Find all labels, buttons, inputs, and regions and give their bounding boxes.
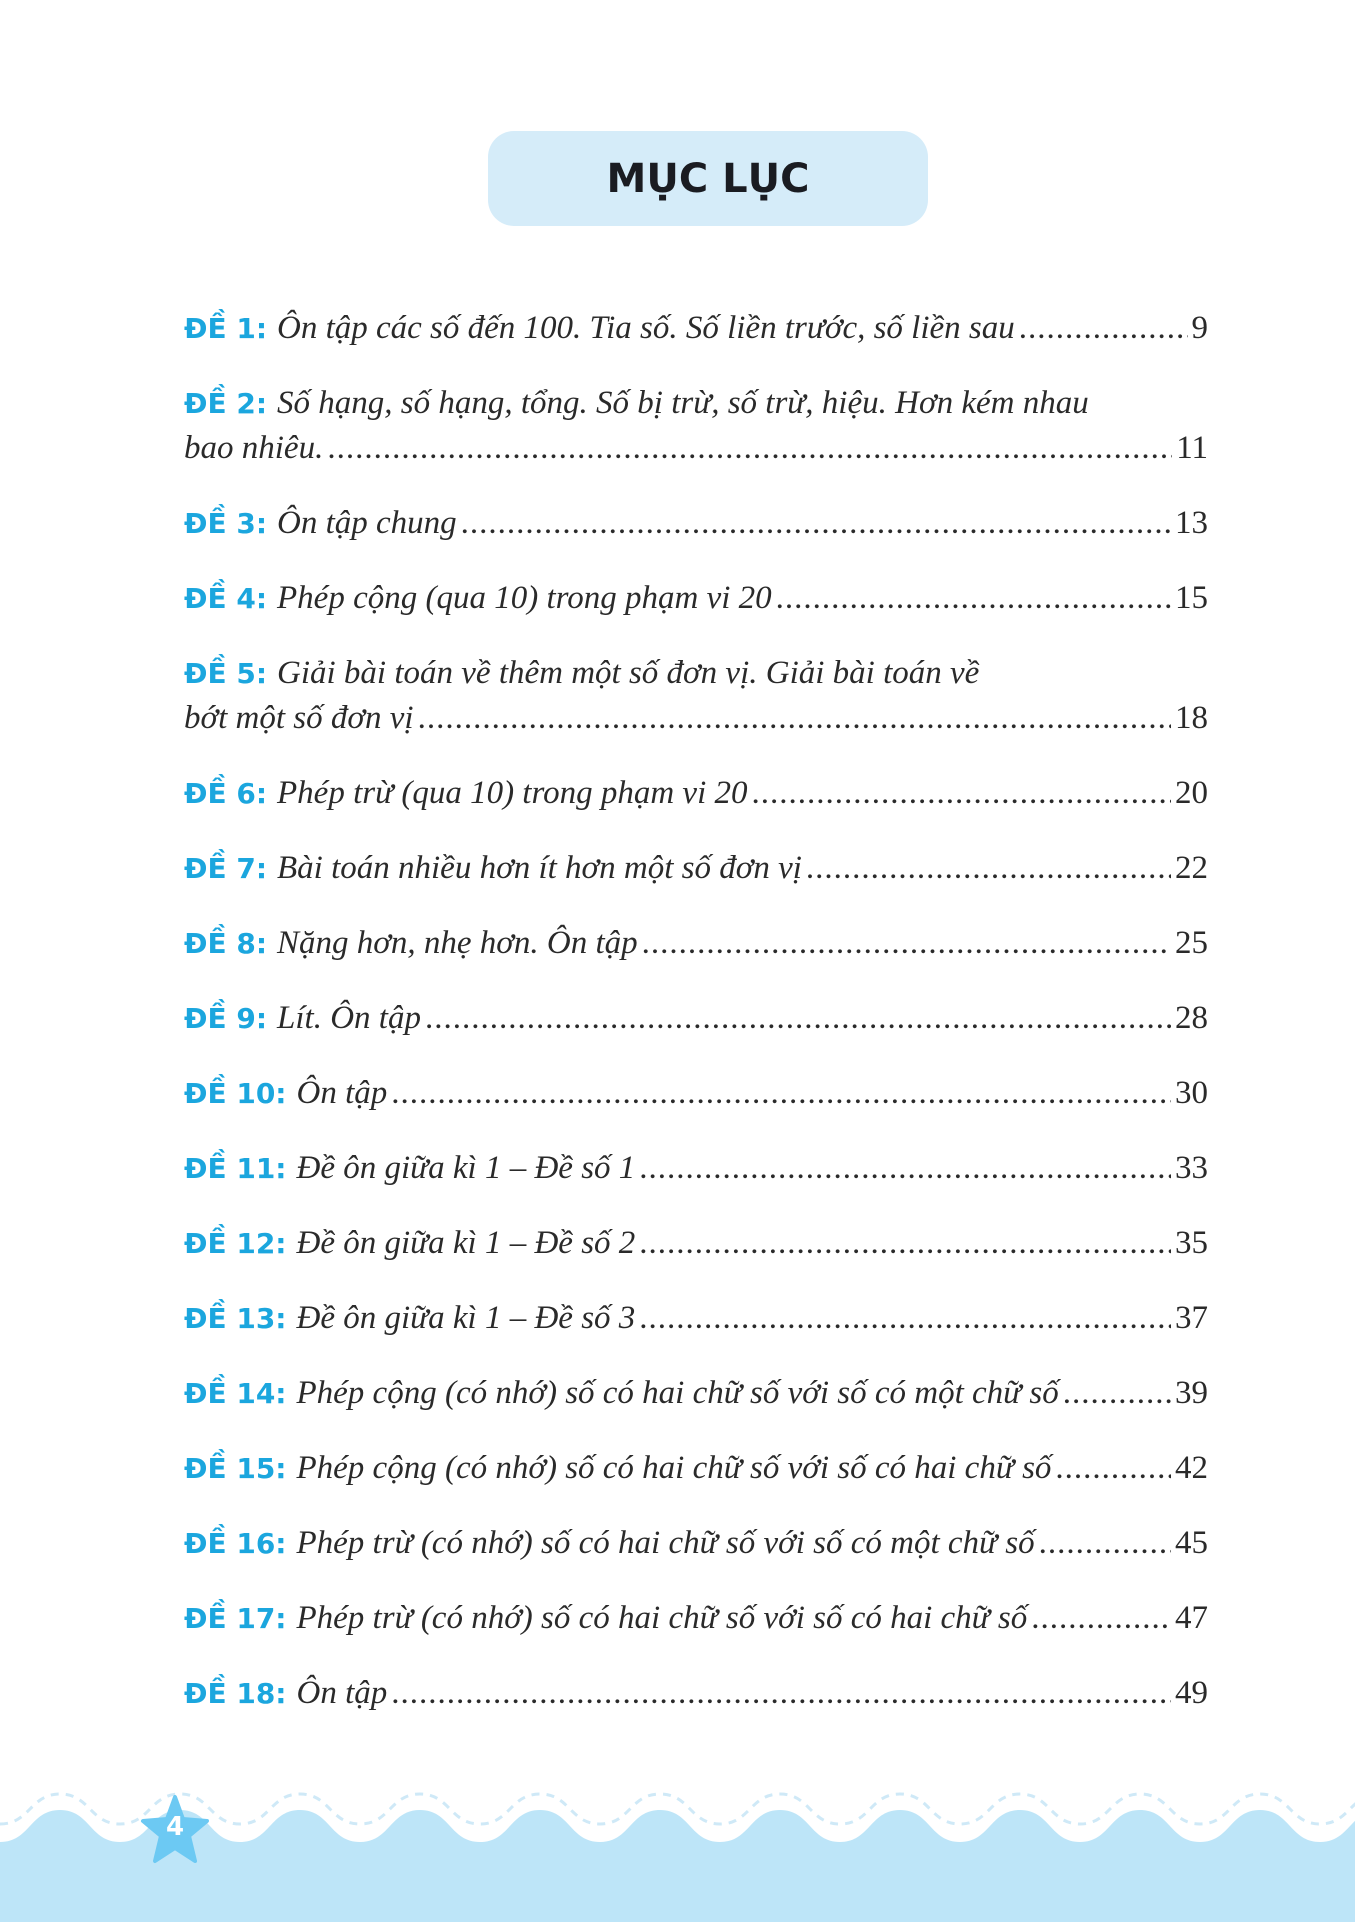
dot-leader — [391, 1071, 1171, 1116]
toc-page-number: 15 — [1175, 580, 1208, 616]
dot-leader — [1019, 306, 1188, 351]
toc-line — [184, 501, 1208, 546]
toc-text: Phép cộng (có nhớ) số có hai chữ số với số có một chữ số — [296, 1375, 1059, 1411]
toc-label: ĐỀ 16: — [184, 1527, 287, 1560]
toc-page-number: 18 — [1175, 700, 1208, 736]
toc-text: Bài toán nhiều hơn ít hơn một số đơn vị — [277, 850, 802, 886]
toc-label: ĐỀ 5: — [184, 657, 268, 690]
toc-label: ĐỀ 14: — [184, 1377, 287, 1410]
dot-leader — [1063, 1371, 1171, 1416]
dot-leader — [1031, 1596, 1171, 1641]
toc-entry[interactable] — [184, 846, 1208, 891]
toc-page-number: 20 — [1175, 775, 1208, 811]
dot-leader — [425, 996, 1171, 1041]
toc-entry[interactable] — [184, 1146, 1208, 1191]
toc-page-number: 37 — [1175, 1300, 1208, 1336]
table-of-contents — [184, 306, 1208, 1746]
dot-leader — [391, 1671, 1171, 1716]
toc-label: ĐỀ 8: — [184, 927, 268, 960]
toc-label: ĐỀ 15: — [184, 1452, 287, 1485]
dot-leader — [1055, 1446, 1171, 1491]
toc-label: ĐỀ 11: — [184, 1152, 287, 1185]
toc-label: ĐỀ 1: — [184, 312, 268, 345]
toc-text: Phép trừ (qua 10) trong phạm vi 20 — [277, 775, 748, 811]
toc-text: Đề ôn giữa kì 1 – Đề số 2 — [296, 1225, 636, 1261]
toc-label: ĐỀ 7: — [184, 852, 268, 885]
toc-label: ĐỀ 9: — [184, 1002, 268, 1035]
toc-line — [184, 1296, 1208, 1341]
page-number: 4 — [165, 1812, 185, 1842]
toc-entry[interactable] — [184, 1071, 1208, 1116]
toc-line — [184, 1221, 1208, 1266]
toc-text: bớt một số đơn vị — [184, 700, 414, 736]
dot-leader — [752, 771, 1172, 816]
toc-entry[interactable] — [184, 1221, 1208, 1266]
toc-entry[interactable] — [184, 921, 1208, 966]
toc-line — [184, 1446, 1208, 1491]
toc-label: ĐỀ 17: — [184, 1602, 287, 1635]
toc-label: ĐỀ 2: — [184, 387, 268, 420]
toc-page-number: 33 — [1175, 1150, 1208, 1186]
toc-page-number: 9 — [1191, 310, 1208, 346]
toc-line — [184, 381, 1208, 426]
toc-label: ĐỀ 12: — [184, 1227, 287, 1260]
toc-entry[interactable] — [184, 1521, 1208, 1566]
toc-text: Phép cộng (có nhớ) số có hai chữ số với số có hai chữ số — [296, 1450, 1052, 1486]
toc-entry[interactable] — [184, 381, 1208, 471]
toc-line — [184, 1596, 1208, 1641]
dot-leader — [418, 696, 1171, 741]
toc-text: Nặng hơn, nhẹ hơn. Ôn tập — [277, 925, 638, 961]
toc-entry[interactable] — [184, 771, 1208, 816]
toc-line — [184, 306, 1208, 351]
toc-text: Số hạng, số hạng, tổng. Số bị trừ, số trừ, hiệu. Hơn kém nhau — [277, 385, 1089, 421]
toc-line — [184, 921, 1208, 966]
toc-line — [184, 1671, 1208, 1716]
toc-text: Đề ôn giữa kì 1 – Đề số 1 — [296, 1150, 636, 1186]
toc-line — [184, 996, 1208, 1041]
toc-entry[interactable] — [184, 1671, 1208, 1716]
toc-entry[interactable] — [184, 651, 1208, 741]
toc-page-number: 25 — [1175, 925, 1208, 961]
toc-text: Đề ôn giữa kì 1 – Đề số 3 — [296, 1300, 636, 1336]
toc-entry[interactable] — [184, 996, 1208, 1041]
toc-label: ĐỀ 6: — [184, 777, 268, 810]
toc-page-number: 11 — [1176, 430, 1208, 466]
toc-label: ĐỀ 18: — [184, 1677, 287, 1710]
toc-page-number: 35 — [1175, 1225, 1208, 1261]
toc-line — [184, 1521, 1208, 1566]
toc-text: Ôn tập — [296, 1675, 388, 1711]
toc-text: Phép cộng (qua 10) trong phạm vi 20 — [277, 580, 772, 616]
toc-line — [184, 1071, 1208, 1116]
toc-label: ĐỀ 3: — [184, 507, 268, 540]
toc-page-number: 47 — [1175, 1600, 1208, 1636]
toc-text: Giải bài toán về thêm một số đơn vị. Giải bài toán về — [277, 655, 980, 691]
toc-line — [184, 1146, 1208, 1191]
toc-page-number: 22 — [1175, 850, 1208, 886]
toc-line — [184, 846, 1208, 891]
toc-entry[interactable] — [184, 1371, 1208, 1416]
toc-text: Ôn tập — [296, 1075, 388, 1111]
toc-text: Lít. Ôn tập — [277, 1000, 421, 1036]
toc-page-number: 49 — [1175, 1675, 1208, 1711]
toc-entry[interactable] — [184, 306, 1208, 351]
toc-entry[interactable] — [184, 1596, 1208, 1641]
toc-page-number: 39 — [1175, 1375, 1208, 1411]
toc-text: bao nhiêu. — [184, 430, 324, 466]
toc-entry[interactable] — [184, 501, 1208, 546]
dot-leader — [639, 1146, 1171, 1191]
toc-entry[interactable] — [184, 1446, 1208, 1491]
toc-line — [184, 1371, 1208, 1416]
toc-text: Phép trừ (có nhớ) số có hai chữ số với số có hai chữ số — [296, 1600, 1028, 1636]
toc-line — [184, 651, 1208, 696]
dot-leader — [776, 576, 1171, 621]
toc-line — [184, 696, 1208, 741]
toc-text: Phép trừ (có nhớ) số có hai chữ số với số có một chữ số — [296, 1525, 1035, 1561]
dot-leader — [642, 921, 1171, 966]
dot-leader — [1039, 1521, 1171, 1566]
dot-leader — [639, 1221, 1171, 1266]
toc-text: Ôn tập các số đến 100. Tia số. Số liền trước, số liền sau — [277, 310, 1015, 346]
dot-leader — [639, 1296, 1171, 1341]
toc-page-number: 45 — [1175, 1525, 1208, 1561]
page-title: MỤC LỤC — [606, 155, 810, 202]
toc-page-number: 42 — [1175, 1450, 1208, 1486]
toc-line — [184, 771, 1208, 816]
toc-label: ĐỀ 10: — [184, 1077, 287, 1110]
toc-page-number: 28 — [1175, 1000, 1208, 1036]
toc-entry[interactable] — [184, 1296, 1208, 1341]
title-banner — [488, 131, 928, 226]
toc-label: ĐỀ 4: — [184, 582, 268, 615]
toc-page-number: 30 — [1175, 1075, 1208, 1111]
dot-leader — [461, 501, 1171, 546]
toc-line — [184, 576, 1208, 621]
toc-page-number: 13 — [1175, 505, 1208, 541]
dot-leader — [327, 426, 1172, 471]
toc-entry[interactable] — [184, 576, 1208, 621]
toc-line — [184, 426, 1208, 471]
toc-label: ĐỀ 13: — [184, 1302, 287, 1335]
toc-text: Ôn tập chung — [277, 505, 457, 541]
dot-leader — [806, 846, 1171, 891]
